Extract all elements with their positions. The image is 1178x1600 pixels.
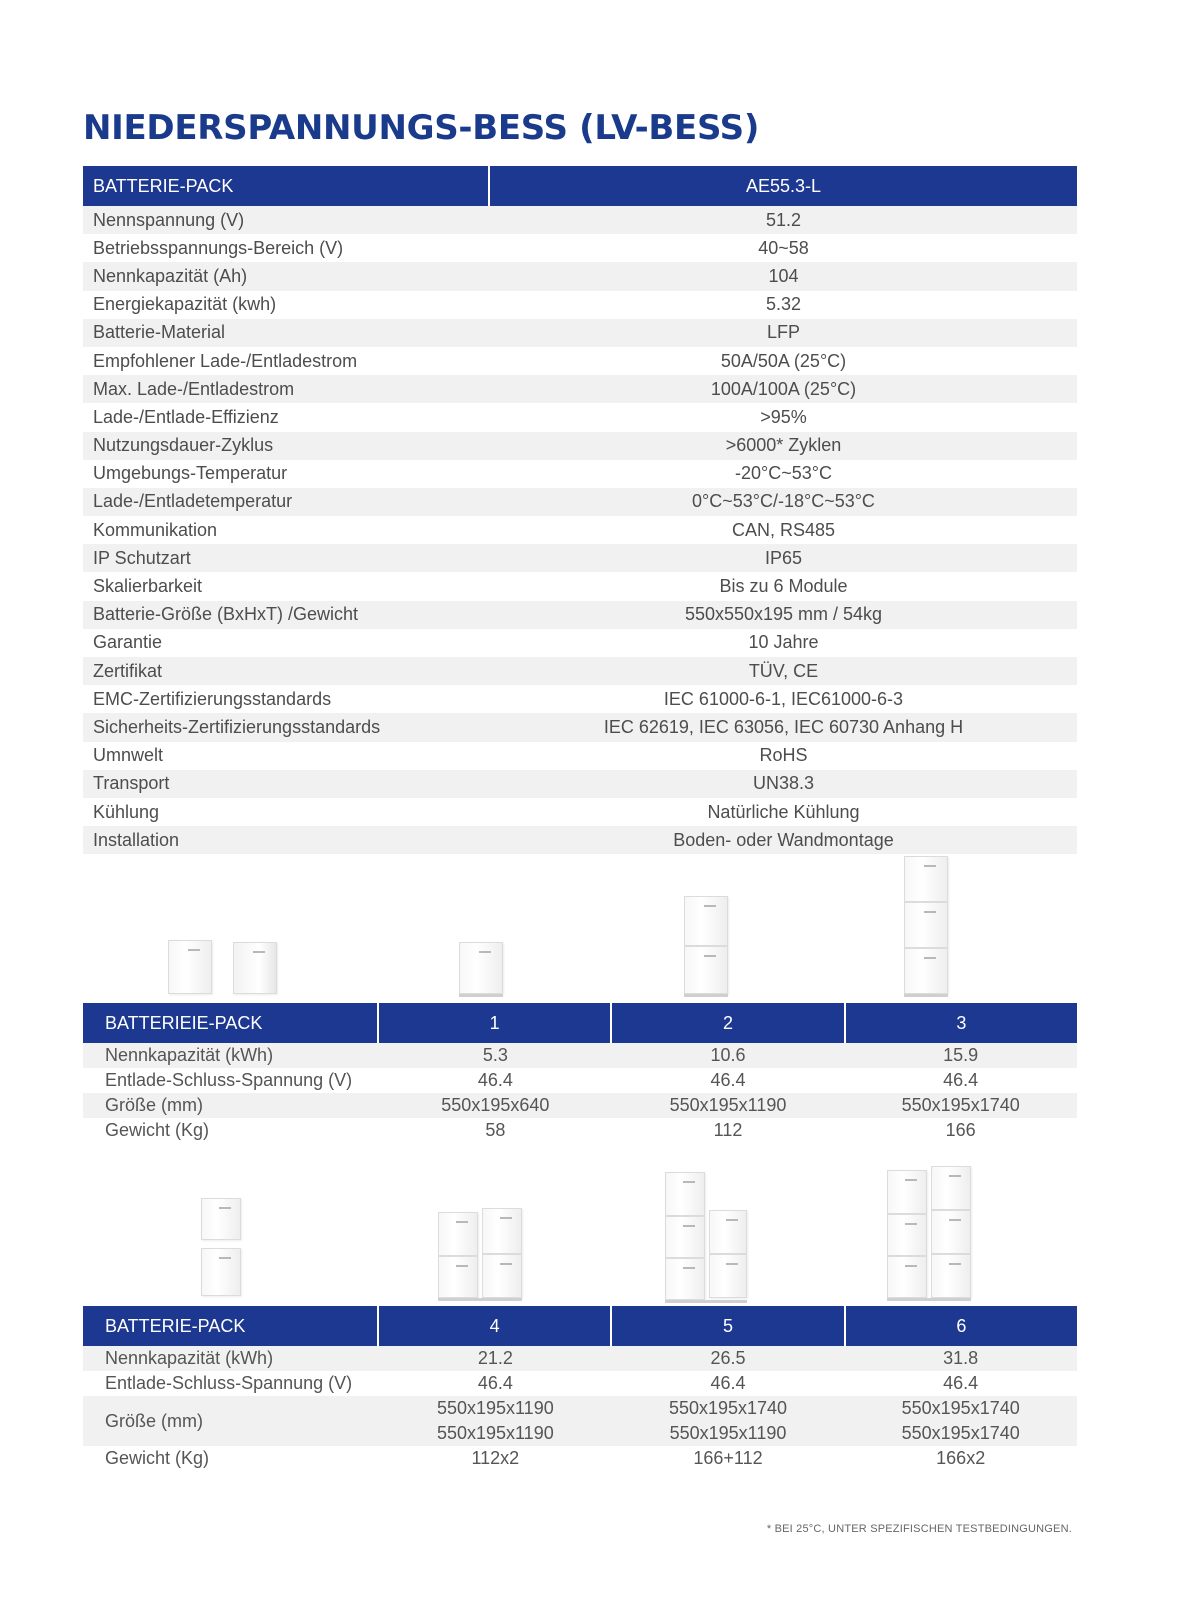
config-value: 166+112 (693, 1448, 763, 1468)
config-value: 46.4 (710, 1373, 746, 1393)
battery-images-row-2 (83, 1160, 1077, 1305)
spec-row (83, 375, 1077, 403)
config-value: 550x195x1740 (901, 1095, 1020, 1115)
spec-label: Umgebungs-Temperatur (93, 463, 288, 484)
config-1-header-col-2: 2 (612, 1003, 845, 1043)
spec-label: Kommunikation (93, 519, 218, 540)
config-value-line-2: 550x195x1740 (901, 1423, 1020, 1443)
config-row (83, 1371, 1077, 1396)
config-label: Gewicht (Kg) (105, 1120, 210, 1140)
spec-label: Kühlung (93, 801, 160, 822)
spec-value: 10 Jahre (748, 632, 819, 653)
spec-value: Natürliche Kühlung (707, 801, 860, 822)
spec-row (83, 544, 1077, 572)
config-value-line-2: 550x195x1190 (669, 1423, 787, 1443)
battery-stack-5-image (665, 1172, 705, 1216)
config-label: Entlade-Schluss-Spannung (V) (105, 1070, 353, 1090)
spec-value: >6000* Zyklen (725, 435, 842, 456)
config-label: Nennkapazität (kWh) (105, 1348, 274, 1368)
spec-row (83, 742, 1077, 770)
battery-wall-mount-image (201, 1198, 241, 1240)
config-value: 112x2 (471, 1448, 520, 1468)
config-value: 21.2 (477, 1348, 513, 1368)
spec-row (83, 347, 1077, 375)
battery-stack-6-image (887, 1170, 927, 1214)
battery-images-row-1 (83, 850, 1077, 1000)
spec-label: Umnwelt (93, 745, 164, 766)
spec-value: 100A/100A (25°C) (710, 378, 857, 399)
spec-label: Installation (93, 829, 180, 850)
spec-value: RoHS (759, 745, 808, 766)
config-value: 10.6 (710, 1045, 746, 1065)
config-table-1 (83, 1003, 1077, 1143)
spec-label: Zertifikat (93, 660, 163, 681)
config-row (83, 1043, 1077, 1068)
config-value: 46.4 (943, 1373, 979, 1393)
spec-row (83, 629, 1077, 657)
config-row (83, 1346, 1077, 1371)
spec-table-body (83, 206, 1077, 854)
spec-value: >95% (760, 406, 807, 427)
config-value: 46.4 (477, 1070, 513, 1090)
footnote: * BEI 25°C, UNTER SPEZIFISCHEN TESTBEDINGUNGEN. (766, 1523, 1072, 1535)
spec-value: TÜV, CE (748, 660, 819, 681)
config-value (612, 1396, 845, 1446)
spec-row (83, 262, 1077, 290)
spec-row (83, 798, 1077, 826)
config-table-1-header (83, 1003, 1077, 1043)
spec-row (83, 234, 1077, 262)
config-table-1-body (83, 1043, 1077, 1143)
config-row (83, 1446, 1077, 1471)
spec-label: Betriebsspannungs-Bereich (V) (93, 237, 344, 258)
config-value: 112 (713, 1120, 743, 1140)
config-value-line-1: 550x195x1740 (901, 1398, 1020, 1418)
spec-table-header (83, 166, 1077, 206)
spec-row (83, 516, 1077, 544)
config-value (844, 1396, 1077, 1446)
spec-row (83, 601, 1077, 629)
config-2-header-col-4: 4 (379, 1306, 612, 1346)
config-1-header-label: BATTERIEIE-PACK (83, 1003, 379, 1043)
spec-value: IEC 62619, IEC 63056, IEC 60730 Anhang H (603, 716, 964, 737)
config-value: 15.9 (943, 1045, 979, 1065)
battery-stack-4-image (438, 1212, 478, 1256)
config-label: Größe (mm) (105, 1095, 203, 1115)
spec-value: LFP (766, 322, 800, 343)
spec-value: 0°C~53°C/-18°C~53°C (692, 491, 875, 512)
spec-row (83, 713, 1077, 741)
spec-header-label: BATTERIE-PACK (83, 166, 490, 206)
config-2-header-col-5: 5 (612, 1306, 845, 1346)
spec-row (83, 572, 1077, 600)
spec-label: Lade-/Entladetemperatur (93, 491, 293, 512)
spec-label: Batterie-Material (93, 322, 226, 343)
battery-module-image (168, 940, 212, 994)
spec-row (83, 770, 1077, 798)
spec-value: UN38.3 (752, 773, 815, 794)
spec-row (83, 460, 1077, 488)
spec-label: Batterie-Größe (BxHxT) /Gewicht (93, 604, 359, 625)
spec-row (83, 685, 1077, 713)
config-value-line-2: 550x195x1190 (436, 1423, 554, 1443)
spec-value: -20°C~53°C (735, 463, 832, 484)
spec-value: IP65 (764, 547, 803, 568)
config-value (379, 1396, 612, 1446)
battery-stack-2-image (684, 896, 728, 946)
spec-value: CAN, RS485 (731, 519, 836, 540)
spec-label: Nutzungsdauer-Zyklus (93, 435, 274, 456)
spec-label: Energiekapazität (kwh) (93, 294, 277, 315)
config-label: Entlade-Schluss-Spannung (V) (105, 1373, 353, 1393)
config-label: Größe (mm) (105, 1410, 203, 1431)
config-value: 550x195x1190 (669, 1095, 787, 1115)
spec-row (83, 488, 1077, 516)
spec-value: 550x550x195 mm / 54kg (684, 604, 883, 625)
config-value: 31.8 (943, 1348, 979, 1368)
config-row (83, 1068, 1077, 1093)
config-table-2-header (83, 1306, 1077, 1346)
config-value: 46.4 (477, 1373, 513, 1393)
config-table-2-body (83, 1346, 1077, 1471)
battery-stack-1-image (459, 942, 503, 994)
spec-value: 51.2 (765, 209, 802, 230)
spec-header-model: AE55.3-L (745, 175, 822, 196)
config-2-header-label: BATTERIE-PACK (83, 1306, 379, 1346)
page-title: NIEDERSPANNUNGS-BESS (LV-BESS) (83, 108, 760, 148)
spec-value: 104 (768, 265, 799, 286)
config-2-header-col-6: 6 (956, 1315, 967, 1336)
spec-value: 40~58 (758, 237, 809, 258)
config-row (83, 1396, 1077, 1446)
spec-label: Transport (93, 773, 170, 794)
config-value: 26.5 (710, 1348, 746, 1368)
config-value: 166x2 (936, 1448, 986, 1468)
spec-label: EMC-Zertifizierungsstandards (93, 688, 332, 709)
spec-label: Empfohlener Lade-/Entladestrom (93, 350, 358, 371)
spec-row (83, 432, 1077, 460)
spec-value: Bis zu 6 Module (719, 576, 848, 597)
config-value: 5.3 (482, 1045, 508, 1065)
config-row (83, 1118, 1077, 1143)
spec-label: Sicherheits-Zertifizierungsstandards (93, 716, 381, 737)
config-value: 58 (485, 1120, 506, 1140)
spec-row (83, 403, 1077, 431)
config-row (83, 1093, 1077, 1118)
config-label: Nennkapazität (kWh) (105, 1045, 274, 1065)
config-value: 550x195x640 (441, 1095, 550, 1115)
spec-row (83, 657, 1077, 685)
spec-label: Max. Lade-/Entladestrom (93, 378, 295, 399)
spec-value: IEC 61000-6-1, IEC61000-6-3 (663, 688, 904, 709)
spec-label: Skalierbarkeit (93, 576, 203, 597)
config-1-header-col-3: 3 (956, 1012, 967, 1033)
spec-row (83, 206, 1077, 234)
spec-label: Garantie (93, 632, 163, 653)
spec-row (83, 319, 1077, 347)
config-value: 46.4 (943, 1070, 979, 1090)
config-table-2 (83, 1306, 1077, 1471)
spec-value: 5.32 (765, 294, 802, 315)
spec-label: Lade-/Entlade-Effizienz (93, 406, 279, 427)
battery-stack-3-image (904, 856, 948, 902)
config-value-line-1: 550x195x1190 (436, 1398, 554, 1418)
config-label: Gewicht (Kg) (105, 1448, 210, 1468)
battery-module-open-image (233, 942, 277, 994)
config-value-line-1: 550x195x1740 (668, 1398, 788, 1418)
spec-row (83, 291, 1077, 319)
spec-label: Nennspannung (V) (93, 209, 245, 230)
spec-value: 50A/50A (25°C) (720, 350, 847, 371)
spec-value: Boden- oder Wandmontage (673, 829, 894, 850)
spec-table (83, 166, 1077, 854)
config-1-header-col-1: 1 (379, 1003, 612, 1043)
spec-label: IP Schutzart (93, 547, 191, 568)
spec-label: Nennkapazität (Ah) (93, 265, 248, 286)
config-value: 166 (945, 1120, 976, 1140)
config-value: 46.4 (710, 1070, 746, 1090)
